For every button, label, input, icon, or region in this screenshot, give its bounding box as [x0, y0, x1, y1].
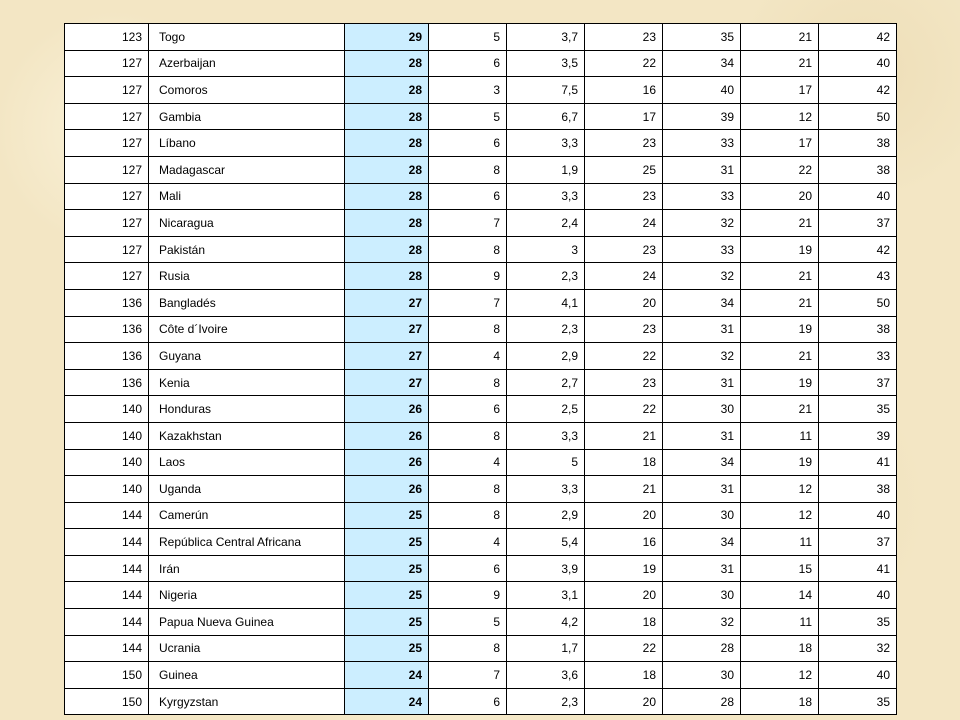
value-cell-4: 34 [663, 449, 741, 476]
value-cell-3: 22 [585, 343, 663, 370]
country-cell: Pakistán [149, 236, 345, 263]
country-cell: Rusia [149, 263, 345, 290]
score-cell: 28 [345, 236, 429, 263]
ranking-table [64, 23, 897, 715]
table-row [65, 50, 897, 77]
value-cell-2: 2,4 [507, 210, 585, 237]
value-cell-5: 12 [741, 662, 819, 689]
country-cell: Madagascar [149, 156, 345, 183]
table-row [65, 396, 897, 423]
table-row [65, 688, 897, 715]
value-cell-3: 23 [585, 369, 663, 396]
table-row [65, 183, 897, 210]
rank-cell: 127 [65, 156, 149, 183]
rank-cell: 136 [65, 289, 149, 316]
value-cell-1: 4 [429, 449, 507, 476]
score-cell: 26 [345, 476, 429, 503]
rank-cell: 140 [65, 476, 149, 503]
value-cell-5: 21 [741, 210, 819, 237]
value-cell-3: 16 [585, 77, 663, 104]
score-cell: 25 [345, 582, 429, 609]
table-row [65, 343, 897, 370]
value-cell-6: 37 [819, 529, 897, 556]
value-cell-2: 2,9 [507, 502, 585, 529]
value-cell-1: 7 [429, 662, 507, 689]
value-cell-2: 3,6 [507, 662, 585, 689]
value-cell-2: 3,3 [507, 183, 585, 210]
value-cell-3: 22 [585, 50, 663, 77]
value-cell-6: 33 [819, 343, 897, 370]
value-cell-4: 31 [663, 156, 741, 183]
country-cell: Camerún [149, 502, 345, 529]
value-cell-5: 20 [741, 183, 819, 210]
value-cell-5: 11 [741, 609, 819, 636]
value-cell-1: 6 [429, 130, 507, 157]
value-cell-2: 3,3 [507, 422, 585, 449]
country-cell: Laos [149, 449, 345, 476]
value-cell-2: 2,3 [507, 263, 585, 290]
value-cell-1: 6 [429, 396, 507, 423]
table-row [65, 24, 897, 51]
country-cell: Comoros [149, 77, 345, 104]
value-cell-6: 38 [819, 156, 897, 183]
value-cell-5: 21 [741, 289, 819, 316]
value-cell-3: 18 [585, 609, 663, 636]
value-cell-3: 22 [585, 396, 663, 423]
value-cell-1: 4 [429, 529, 507, 556]
value-cell-1: 8 [429, 316, 507, 343]
value-cell-3: 18 [585, 449, 663, 476]
value-cell-5: 17 [741, 77, 819, 104]
value-cell-1: 8 [429, 635, 507, 662]
rank-cell: 136 [65, 369, 149, 396]
value-cell-2: 6,7 [507, 103, 585, 130]
value-cell-1: 8 [429, 236, 507, 263]
value-cell-6: 35 [819, 396, 897, 423]
score-cell: 29 [345, 24, 429, 51]
value-cell-1: 8 [429, 476, 507, 503]
value-cell-5: 19 [741, 369, 819, 396]
score-cell: 27 [345, 289, 429, 316]
rank-cell: 127 [65, 130, 149, 157]
value-cell-6: 37 [819, 210, 897, 237]
score-cell: 25 [345, 502, 429, 529]
value-cell-6: 42 [819, 24, 897, 51]
value-cell-6: 40 [819, 502, 897, 529]
rank-cell: 144 [65, 529, 149, 556]
value-cell-4: 34 [663, 50, 741, 77]
value-cell-1: 8 [429, 369, 507, 396]
table-row [65, 369, 897, 396]
value-cell-5: 21 [741, 263, 819, 290]
value-cell-6: 37 [819, 369, 897, 396]
table-row [65, 635, 897, 662]
rank-cell: 144 [65, 635, 149, 662]
value-cell-1: 6 [429, 555, 507, 582]
value-cell-4: 30 [663, 582, 741, 609]
value-cell-6: 50 [819, 103, 897, 130]
value-cell-3: 23 [585, 183, 663, 210]
value-cell-1: 6 [429, 183, 507, 210]
rank-cell: 140 [65, 422, 149, 449]
value-cell-6: 38 [819, 316, 897, 343]
value-cell-4: 30 [663, 396, 741, 423]
value-cell-4: 28 [663, 688, 741, 715]
value-cell-6: 40 [819, 662, 897, 689]
table-row [65, 449, 897, 476]
value-cell-2: 5,4 [507, 529, 585, 556]
value-cell-5: 19 [741, 449, 819, 476]
score-cell: 28 [345, 156, 429, 183]
value-cell-3: 23 [585, 316, 663, 343]
value-cell-4: 31 [663, 476, 741, 503]
value-cell-6: 35 [819, 609, 897, 636]
score-cell: 24 [345, 688, 429, 715]
value-cell-5: 15 [741, 555, 819, 582]
score-cell: 27 [345, 316, 429, 343]
value-cell-6: 39 [819, 422, 897, 449]
value-cell-4: 32 [663, 609, 741, 636]
value-cell-2: 2,3 [507, 688, 585, 715]
value-cell-4: 32 [663, 263, 741, 290]
value-cell-6: 32 [819, 635, 897, 662]
score-cell: 25 [345, 635, 429, 662]
value-cell-3: 20 [585, 582, 663, 609]
score-cell: 28 [345, 50, 429, 77]
value-cell-1: 7 [429, 210, 507, 237]
table-row [65, 502, 897, 529]
value-cell-4: 31 [663, 422, 741, 449]
table-row [65, 236, 897, 263]
value-cell-6: 40 [819, 183, 897, 210]
value-cell-4: 31 [663, 369, 741, 396]
value-cell-1: 5 [429, 24, 507, 51]
rank-cell: 144 [65, 502, 149, 529]
value-cell-6: 42 [819, 77, 897, 104]
rank-cell: 127 [65, 210, 149, 237]
value-cell-2: 3,3 [507, 130, 585, 157]
country-cell: Mali [149, 183, 345, 210]
value-cell-2: 4,1 [507, 289, 585, 316]
value-cell-3: 20 [585, 688, 663, 715]
value-cell-5: 22 [741, 156, 819, 183]
value-cell-5: 21 [741, 50, 819, 77]
score-cell: 27 [345, 343, 429, 370]
rank-cell: 127 [65, 236, 149, 263]
value-cell-3: 19 [585, 555, 663, 582]
rank-cell: 150 [65, 662, 149, 689]
value-cell-2: 1,9 [507, 156, 585, 183]
value-cell-6: 40 [819, 50, 897, 77]
score-cell: 25 [345, 555, 429, 582]
value-cell-6: 38 [819, 476, 897, 503]
value-cell-3: 23 [585, 24, 663, 51]
value-cell-4: 40 [663, 77, 741, 104]
table-row [65, 77, 897, 104]
country-cell: Guinea [149, 662, 345, 689]
rank-cell: 127 [65, 103, 149, 130]
country-cell: Kyrgyzstan [149, 688, 345, 715]
score-cell: 28 [345, 77, 429, 104]
value-cell-4: 35 [663, 24, 741, 51]
value-cell-2: 7,5 [507, 77, 585, 104]
value-cell-2: 3,7 [507, 24, 585, 51]
value-cell-3: 20 [585, 502, 663, 529]
value-cell-3: 17 [585, 103, 663, 130]
table-row [65, 662, 897, 689]
value-cell-4: 39 [663, 103, 741, 130]
value-cell-5: 11 [741, 529, 819, 556]
value-cell-3: 22 [585, 635, 663, 662]
score-cell: 28 [345, 263, 429, 290]
country-cell: Nicaragua [149, 210, 345, 237]
value-cell-5: 19 [741, 316, 819, 343]
country-cell: Togo [149, 24, 345, 51]
country-cell: Papua Nueva Guinea [149, 609, 345, 636]
value-cell-3: 25 [585, 156, 663, 183]
value-cell-3: 24 [585, 263, 663, 290]
value-cell-2: 3,3 [507, 476, 585, 503]
country-cell: Gambia [149, 103, 345, 130]
value-cell-3: 21 [585, 476, 663, 503]
value-cell-4: 30 [663, 502, 741, 529]
value-cell-1: 5 [429, 103, 507, 130]
country-cell: Côte d´Ivoire [149, 316, 345, 343]
rank-cell: 136 [65, 343, 149, 370]
rank-cell: 127 [65, 183, 149, 210]
value-cell-5: 12 [741, 476, 819, 503]
value-cell-6: 41 [819, 555, 897, 582]
value-cell-4: 32 [663, 210, 741, 237]
country-cell: Guyana [149, 343, 345, 370]
score-cell: 28 [345, 183, 429, 210]
score-cell: 28 [345, 210, 429, 237]
rank-cell: 127 [65, 77, 149, 104]
rank-cell: 140 [65, 449, 149, 476]
value-cell-3: 23 [585, 130, 663, 157]
value-cell-4: 34 [663, 529, 741, 556]
value-cell-5: 18 [741, 688, 819, 715]
table-row [65, 103, 897, 130]
score-cell: 26 [345, 449, 429, 476]
value-cell-2: 4,2 [507, 609, 585, 636]
value-cell-5: 21 [741, 24, 819, 51]
value-cell-2: 3,9 [507, 555, 585, 582]
value-cell-4: 33 [663, 130, 741, 157]
rank-cell: 123 [65, 24, 149, 51]
value-cell-4: 28 [663, 635, 741, 662]
value-cell-6: 38 [819, 130, 897, 157]
value-cell-5: 21 [741, 343, 819, 370]
value-cell-2: 3 [507, 236, 585, 263]
country-cell: República Central Africana [149, 529, 345, 556]
value-cell-6: 42 [819, 236, 897, 263]
value-cell-1: 8 [429, 422, 507, 449]
value-cell-3: 24 [585, 210, 663, 237]
table-row [65, 130, 897, 157]
country-cell: Honduras [149, 396, 345, 423]
score-cell: 25 [345, 609, 429, 636]
value-cell-2: 3,1 [507, 582, 585, 609]
score-cell: 28 [345, 103, 429, 130]
value-cell-2: 2,9 [507, 343, 585, 370]
country-cell: Kazakhstan [149, 422, 345, 449]
table-row [65, 476, 897, 503]
value-cell-1: 6 [429, 688, 507, 715]
value-cell-4: 33 [663, 236, 741, 263]
rank-cell: 144 [65, 555, 149, 582]
rank-cell: 127 [65, 263, 149, 290]
country-cell: Kenia [149, 369, 345, 396]
table-row [65, 582, 897, 609]
country-cell: Uganda [149, 476, 345, 503]
value-cell-5: 12 [741, 502, 819, 529]
table-row [65, 316, 897, 343]
table-row [65, 529, 897, 556]
value-cell-5: 19 [741, 236, 819, 263]
value-cell-3: 16 [585, 529, 663, 556]
value-cell-2: 1,7 [507, 635, 585, 662]
value-cell-5: 12 [741, 103, 819, 130]
country-cell: Ucrania [149, 635, 345, 662]
value-cell-6: 50 [819, 289, 897, 316]
table-row [65, 210, 897, 237]
value-cell-1: 9 [429, 263, 507, 290]
score-cell: 27 [345, 369, 429, 396]
value-cell-6: 41 [819, 449, 897, 476]
rank-cell: 144 [65, 609, 149, 636]
value-cell-5: 11 [741, 422, 819, 449]
value-cell-6: 35 [819, 688, 897, 715]
value-cell-4: 30 [663, 662, 741, 689]
rank-cell: 150 [65, 688, 149, 715]
value-cell-4: 33 [663, 183, 741, 210]
value-cell-4: 31 [663, 316, 741, 343]
value-cell-2: 5 [507, 449, 585, 476]
value-cell-2: 2,5 [507, 396, 585, 423]
country-cell: Bangladés [149, 289, 345, 316]
value-cell-1: 3 [429, 77, 507, 104]
value-cell-1: 8 [429, 502, 507, 529]
value-cell-3: 23 [585, 236, 663, 263]
value-cell-1: 8 [429, 156, 507, 183]
rank-cell: 127 [65, 50, 149, 77]
value-cell-4: 34 [663, 289, 741, 316]
value-cell-1: 4 [429, 343, 507, 370]
table-row [65, 422, 897, 449]
score-cell: 25 [345, 529, 429, 556]
value-cell-3: 21 [585, 422, 663, 449]
value-cell-4: 32 [663, 343, 741, 370]
value-cell-3: 20 [585, 289, 663, 316]
value-cell-5: 18 [741, 635, 819, 662]
score-cell: 26 [345, 396, 429, 423]
value-cell-2: 3,5 [507, 50, 585, 77]
country-cell: Líbano [149, 130, 345, 157]
table-row [65, 555, 897, 582]
value-cell-1: 7 [429, 289, 507, 316]
table-row [65, 263, 897, 290]
ranking-table-body [65, 24, 897, 715]
value-cell-1: 6 [429, 50, 507, 77]
value-cell-2: 2,3 [507, 316, 585, 343]
value-cell-1: 5 [429, 609, 507, 636]
country-cell: Irán [149, 555, 345, 582]
rank-cell: 136 [65, 316, 149, 343]
rank-cell: 140 [65, 396, 149, 423]
table-row [65, 156, 897, 183]
score-cell: 24 [345, 662, 429, 689]
value-cell-5: 14 [741, 582, 819, 609]
value-cell-2: 2,7 [507, 369, 585, 396]
value-cell-5: 17 [741, 130, 819, 157]
value-cell-6: 40 [819, 582, 897, 609]
table-row [65, 289, 897, 316]
table-row [65, 609, 897, 636]
value-cell-3: 18 [585, 662, 663, 689]
score-cell: 28 [345, 130, 429, 157]
score-cell: 26 [345, 422, 429, 449]
value-cell-5: 21 [741, 396, 819, 423]
country-cell: Nigeria [149, 582, 345, 609]
rank-cell: 144 [65, 582, 149, 609]
value-cell-6: 43 [819, 263, 897, 290]
value-cell-4: 31 [663, 555, 741, 582]
country-cell: Azerbaijan [149, 50, 345, 77]
value-cell-1: 9 [429, 582, 507, 609]
